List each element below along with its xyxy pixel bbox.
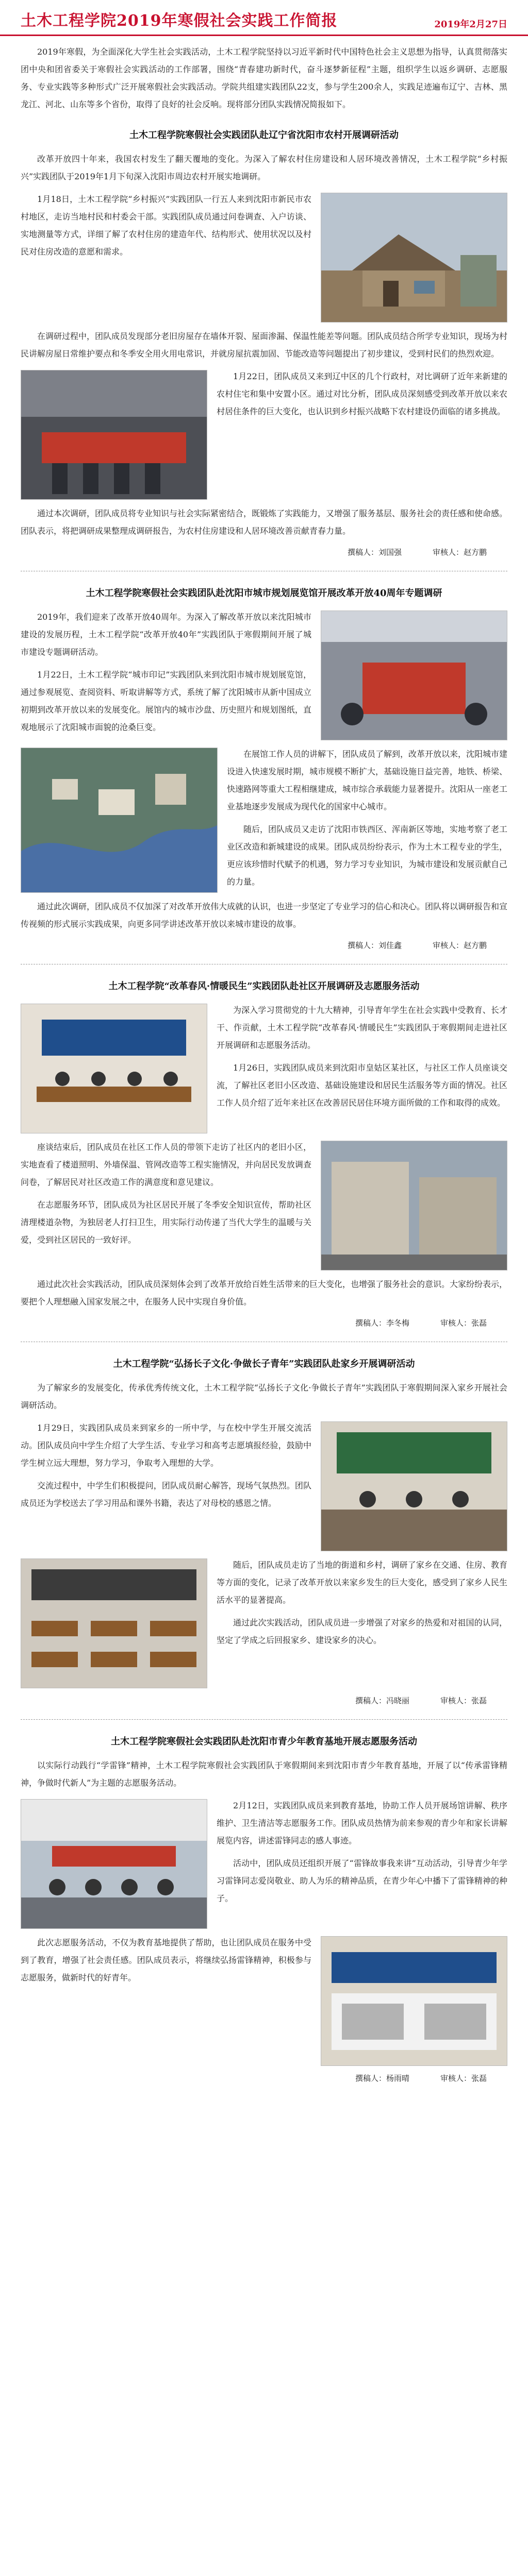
writer: 撰稿人：杨雨晴 bbox=[355, 2074, 409, 2083]
section-3-paragraph: 通过此次社会实践活动，团队成员深刻体会到了改革开放给百姓生活带来的巨大变化，也增强了服务社会的意识。大家纷纷表示，要把个人理想融入国家发展之中，在服务人民中实现自身价值。 bbox=[21, 1279, 508, 1307]
section-1-signature bbox=[21, 545, 507, 560]
writer: 撰稿人：冯晓丽 bbox=[355, 1696, 409, 1705]
section-5-paragraph: 活动中，团队成员还组织开展了“雷锋故事我来讲”互动活动，引导青少年学习雷锋同志爱岗敬业、助人为乐的精神品质，在青少年心中播下了雷锋精神的种子。 bbox=[217, 1858, 507, 1903]
section-2-paragraph: 随后，团队成员又走访了沈阳市铁西区、浑南新区等地，实地考察了老工业区改造和新城建设的成果。团队成员纷纷表示，作为土木工程专业的学生，更应该珍惜时代赋予的机遇，努力学习专业知识，为城市建设和发展贡献自己的力量。 bbox=[227, 824, 507, 887]
section-2-paragraph: 通过此次调研，团队成员不仅加深了对改革开放伟大成就的认识，也进一步坚定了专业学习的信心和决心。团队将以调研报告和宣传视频的形式展示实践成果，向更多同学讲述改革开放以来城市建设的故事。 bbox=[21, 902, 508, 929]
section-divider bbox=[21, 1719, 507, 1720]
reviewer: 审核人：张磊 bbox=[440, 2074, 487, 2083]
section-1-paragraph: 通过本次调研，团队成员将专业知识与社会实际紧密结合，既锻炼了实践能力，又增强了服务基层、服务社会的责任感和使命感。团队表示，将把调研成果整理成调研报告，为农村住房建设和人居环境改善贡献青春力量。 bbox=[21, 509, 508, 536]
section-3-paragraph: 为深入学习贯彻党的十九大精神，引导青年学生在社会实践中受教育、长才干、作贡献，土木工程学院“改革春风·情暖民生”实践团队于寒假期间走进社区开展调研和志愿服务活动。 bbox=[217, 1005, 507, 1050]
section-4-signature bbox=[21, 1693, 507, 1708]
section-4-paragraph: 交流过程中，中学生们积极提问，团队成员耐心解答，现场气氛热烈。团队成员还为学校送去了学习用品和课外书籍，表达了对母校的感恩之情。 bbox=[21, 1481, 311, 1508]
section-2-block-b bbox=[21, 745, 507, 898]
section-3-paragraph: 在志愿服务环节，团队成员为社区居民开展了冬季安全知识宣传，帮助社区清理楼道杂物，为独居老人打扫卫生，用实际行动传递了当代大学生的温暖与关爱，受到社区居民的一致好评。 bbox=[21, 1200, 311, 1245]
bulletin-title: 土木工程学院2019年寒假社会实践工作简报 bbox=[21, 12, 338, 30]
section-5-block-b bbox=[21, 1934, 507, 2071]
section-3-block-a bbox=[21, 1002, 507, 1139]
section-title-5: 土木工程学院寒假社会实践团队赴沈阳市青少年教育基地开展志愿服务活动 bbox=[111, 1736, 417, 1747]
reviewer: 审核人：张磊 bbox=[440, 1318, 487, 1328]
section-1-paragraph: 1月22日，团队成员又来到辽中区的几个行政村，对比调研了近年来新建的农村住宅和集中安置小区。通过对比分析，团队成员深刻感受到改革开放以来农村居住条件的巨大变化，也认识到乡村振兴战略下农村建设仍面临的诸多挑战。 bbox=[217, 371, 507, 416]
reviewer: 审核人：张磊 bbox=[440, 1696, 487, 1705]
writer: 撰稿人：李冬梅 bbox=[355, 1318, 409, 1328]
section-2-paragraph: 在展馆工作人员的讲解下，团队成员了解到，改革开放以来，沈阳城市建设进入快速发展时期，城市规模不断扩大，基础设施日益完善，地铁、桥梁、快速路网等重大工程相继建成，城市综合承载能力显著提升。沈阳从一座老工业基地逐步发展成为现代化的国家中心城市。 bbox=[227, 749, 507, 811]
section-4-paragraph: 1月29日，实践团队成员来到家乡的一所中学，与在校中学生开展交流活动。团队成员向中学生介绍了大学生活、专业学习和高考志愿填报经验，鼓励中学生树立远大理想，努力学习，争取考入理想的大学。 bbox=[21, 1423, 311, 1468]
writer: 撰稿人：刘佳鑫 bbox=[347, 941, 402, 950]
bulletin-date: 2019年2月27日 bbox=[434, 19, 507, 30]
section-5-block-a bbox=[21, 1797, 507, 1934]
section-2-paragraph: 2019年，我们迎来了改革开放40周年。为深入了解改革开放以来沈阳城市建设的发展历程，土木工程学院“改革开放40年”实践团队于寒假期间开展了城市建设专题调研活动。 bbox=[21, 612, 311, 657]
section-5-paragraph: 以实际行动践行“学雷锋”精神，土木工程学院寒假社会实践团队于寒假期间来到沈阳市青少年教育基地，开展了以“传承雷锋精神，争做时代新人”为主题的志愿服务活动。 bbox=[21, 1760, 507, 1788]
section-2-signature bbox=[21, 938, 507, 953]
photo-exhibition-hall bbox=[321, 611, 507, 740]
section-5-paragraph: 此次志愿服务活动，不仅为教育基地提供了帮助，也让团队成员在服务中受到了教育，增强了社会责任感。团队成员表示，将继续弘扬雷锋精神，积极参与志愿服务，做新时代的好青年。 bbox=[21, 1938, 311, 1982]
section-3-signature bbox=[21, 1316, 507, 1330]
section-1-paragraph: 在调研过程中，团队成员发现部分老旧房屋存在墙体开裂、屋面渗漏、保温性能差等问题。团队成员结合所学专业知识，现场为村民讲解房屋日常维护要点和冬季安全用火用电常识，并就房屋抗震加固、节能改造等问题提出了初步建议，受到村民们的热烈欢迎。 bbox=[21, 331, 508, 359]
section-5-signature bbox=[21, 2071, 507, 2086]
bulletin-header bbox=[0, 0, 528, 36]
section-1-paragraph: 改革开放四十年来，我国农村发生了翻天覆地的变化。为深入了解农村住房建设和人居环境改善情况，土木工程学院“乡村振兴”实践团队于2019年1月下旬深入沈阳市周边农村开展实地调研。 bbox=[21, 154, 507, 181]
photo-rural-house bbox=[321, 193, 507, 323]
section-1-paragraph: 1月18日，土木工程学院“乡村振兴”实践团队一行五人来到沈阳市新民市农村地区，走访当地村民和村委会干部。实践团队成员通过问卷调查、入户访谈、实地测量等方式，详细了解了农村住房的建造年代、结构形式、使用状况以及村民对住房改造的意愿和需求。 bbox=[21, 194, 311, 257]
section-4-block-b bbox=[21, 1556, 507, 1693]
photo-school-exchange bbox=[321, 1421, 507, 1551]
section-title-3: 土木工程学院“改革春风·情暖民生”实践团队赴社区开展调研及志愿服务活动 bbox=[108, 981, 420, 992]
section-3-block-b bbox=[21, 1139, 507, 1276]
reviewer: 审核人：赵方鹏 bbox=[432, 548, 487, 557]
section-3-paragraph: 座谈结束后，团队成员在社区工作人员的带领下走访了社区内的老旧小区，实地查看了楼道照明、外墙保温、管网改造等工程实施情况，并向居民发放调查问卷，了解居民对社区改造工作的满意度和意见建议。 bbox=[21, 1142, 311, 1187]
section-title-4: 土木工程学院“弘扬长子文化·争做长子青年”实践团队赴家乡开展调研活动 bbox=[113, 1359, 415, 1369]
photo-community-visit bbox=[321, 1141, 507, 1270]
reviewer: 审核人：赵方鹏 bbox=[432, 941, 487, 950]
section-1-block-a bbox=[21, 191, 507, 328]
intro-paragraph: 2019年寒假，为全面深化大学生社会实践活动，土木工程学院坚持以习近平新时代中国特色社会主义思想为指导，认真贯彻落实团中央和团省委关于寒假社会实践活动的工作部署，围绕“青春建功新时代，奋斗逐梦新征程”主题，组织学生以返乡调研、志愿服务、专业实践等多种形式广泛开展寒假社会实践活动。学院共组建实践团队22支，参与学生200余人，实践足迹遍布辽宁、吉林、黑龙江、河北、山东等多个省份，取得了良好的社会反响。现将部分团队实践情况简报如下。 bbox=[21, 47, 507, 109]
bulletin-content bbox=[0, 36, 528, 2086]
photo-education-base bbox=[321, 1936, 507, 2066]
photo-team-banner bbox=[21, 370, 207, 500]
photo-volunteer-group bbox=[21, 1799, 207, 1929]
section-2-block-a bbox=[21, 608, 507, 745]
section-3-paragraph: 1月26日，实践团队成员来到沈阳市皇姑区某社区，与社区工作人员座谈交流，了解社区老旧小区改造、基础设施建设和居民生活服务等方面的情况。社区工作人员介绍了近年来社区在改善居民居住环境方面所做的工作和取得的成效。 bbox=[217, 1063, 507, 1108]
section-2-paragraph: 1月22日，土木工程学院“城市印记”实践团队来到沈阳市城市规划展览馆，通过参观展览、查阅资料、听取讲解等方式，系统了解了沈阳城市从新中国成立初期到改革开放以来的发展变化。展馆内的城市沙盘、历史照片和规划图纸，直观地展示了沈阳城市面貌的沧桑巨变。 bbox=[21, 670, 311, 732]
photo-classroom bbox=[21, 1558, 207, 1688]
photo-community-meeting bbox=[21, 1004, 207, 1133]
section-4-paragraph: 通过此次实践活动，团队成员进一步增强了对家乡的热爱和对祖国的认同，坚定了学成之后回报家乡、建设家乡的决心。 bbox=[217, 1618, 507, 1645]
writer: 撰稿人：刘国强 bbox=[347, 548, 402, 557]
section-title-1: 土木工程学院寒假社会实践团队赴辽宁省沈阳市农村开展调研活动 bbox=[129, 130, 399, 141]
photo-city-model bbox=[21, 748, 218, 893]
section-title-2: 土木工程学院寒假社会实践团队赴沈阳市城市规划展览馆开展改革开放40周年专题调研 bbox=[86, 588, 442, 599]
section-4-block-a bbox=[21, 1419, 507, 1556]
section-4-paragraph: 为了解家乡的发展变化，传承优秀传统文化，土木工程学院“弘扬长子文化·争做长子青年”实践团队于寒假期间深入家乡开展社会调研活动。 bbox=[21, 1383, 507, 1410]
section-4-paragraph: 随后，团队成员走访了当地的街道和乡村，调研了家乡在交通、住房、教育等方面的变化，记录了改革开放以来家乡发生的巨大变化，感受到了家乡人民生活水平的显著提高。 bbox=[217, 1560, 507, 1605]
section-1-block-b bbox=[21, 368, 507, 505]
section-5-paragraph: 2月12日，实践团队成员来到教育基地，协助工作人员开展场馆讲解、秩序维护、卫生清洁等志愿服务工作。团队成员热情为前来参观的青少年和家长讲解展览内容，讲述雷锋同志的感人事迹。 bbox=[217, 1801, 507, 1845]
